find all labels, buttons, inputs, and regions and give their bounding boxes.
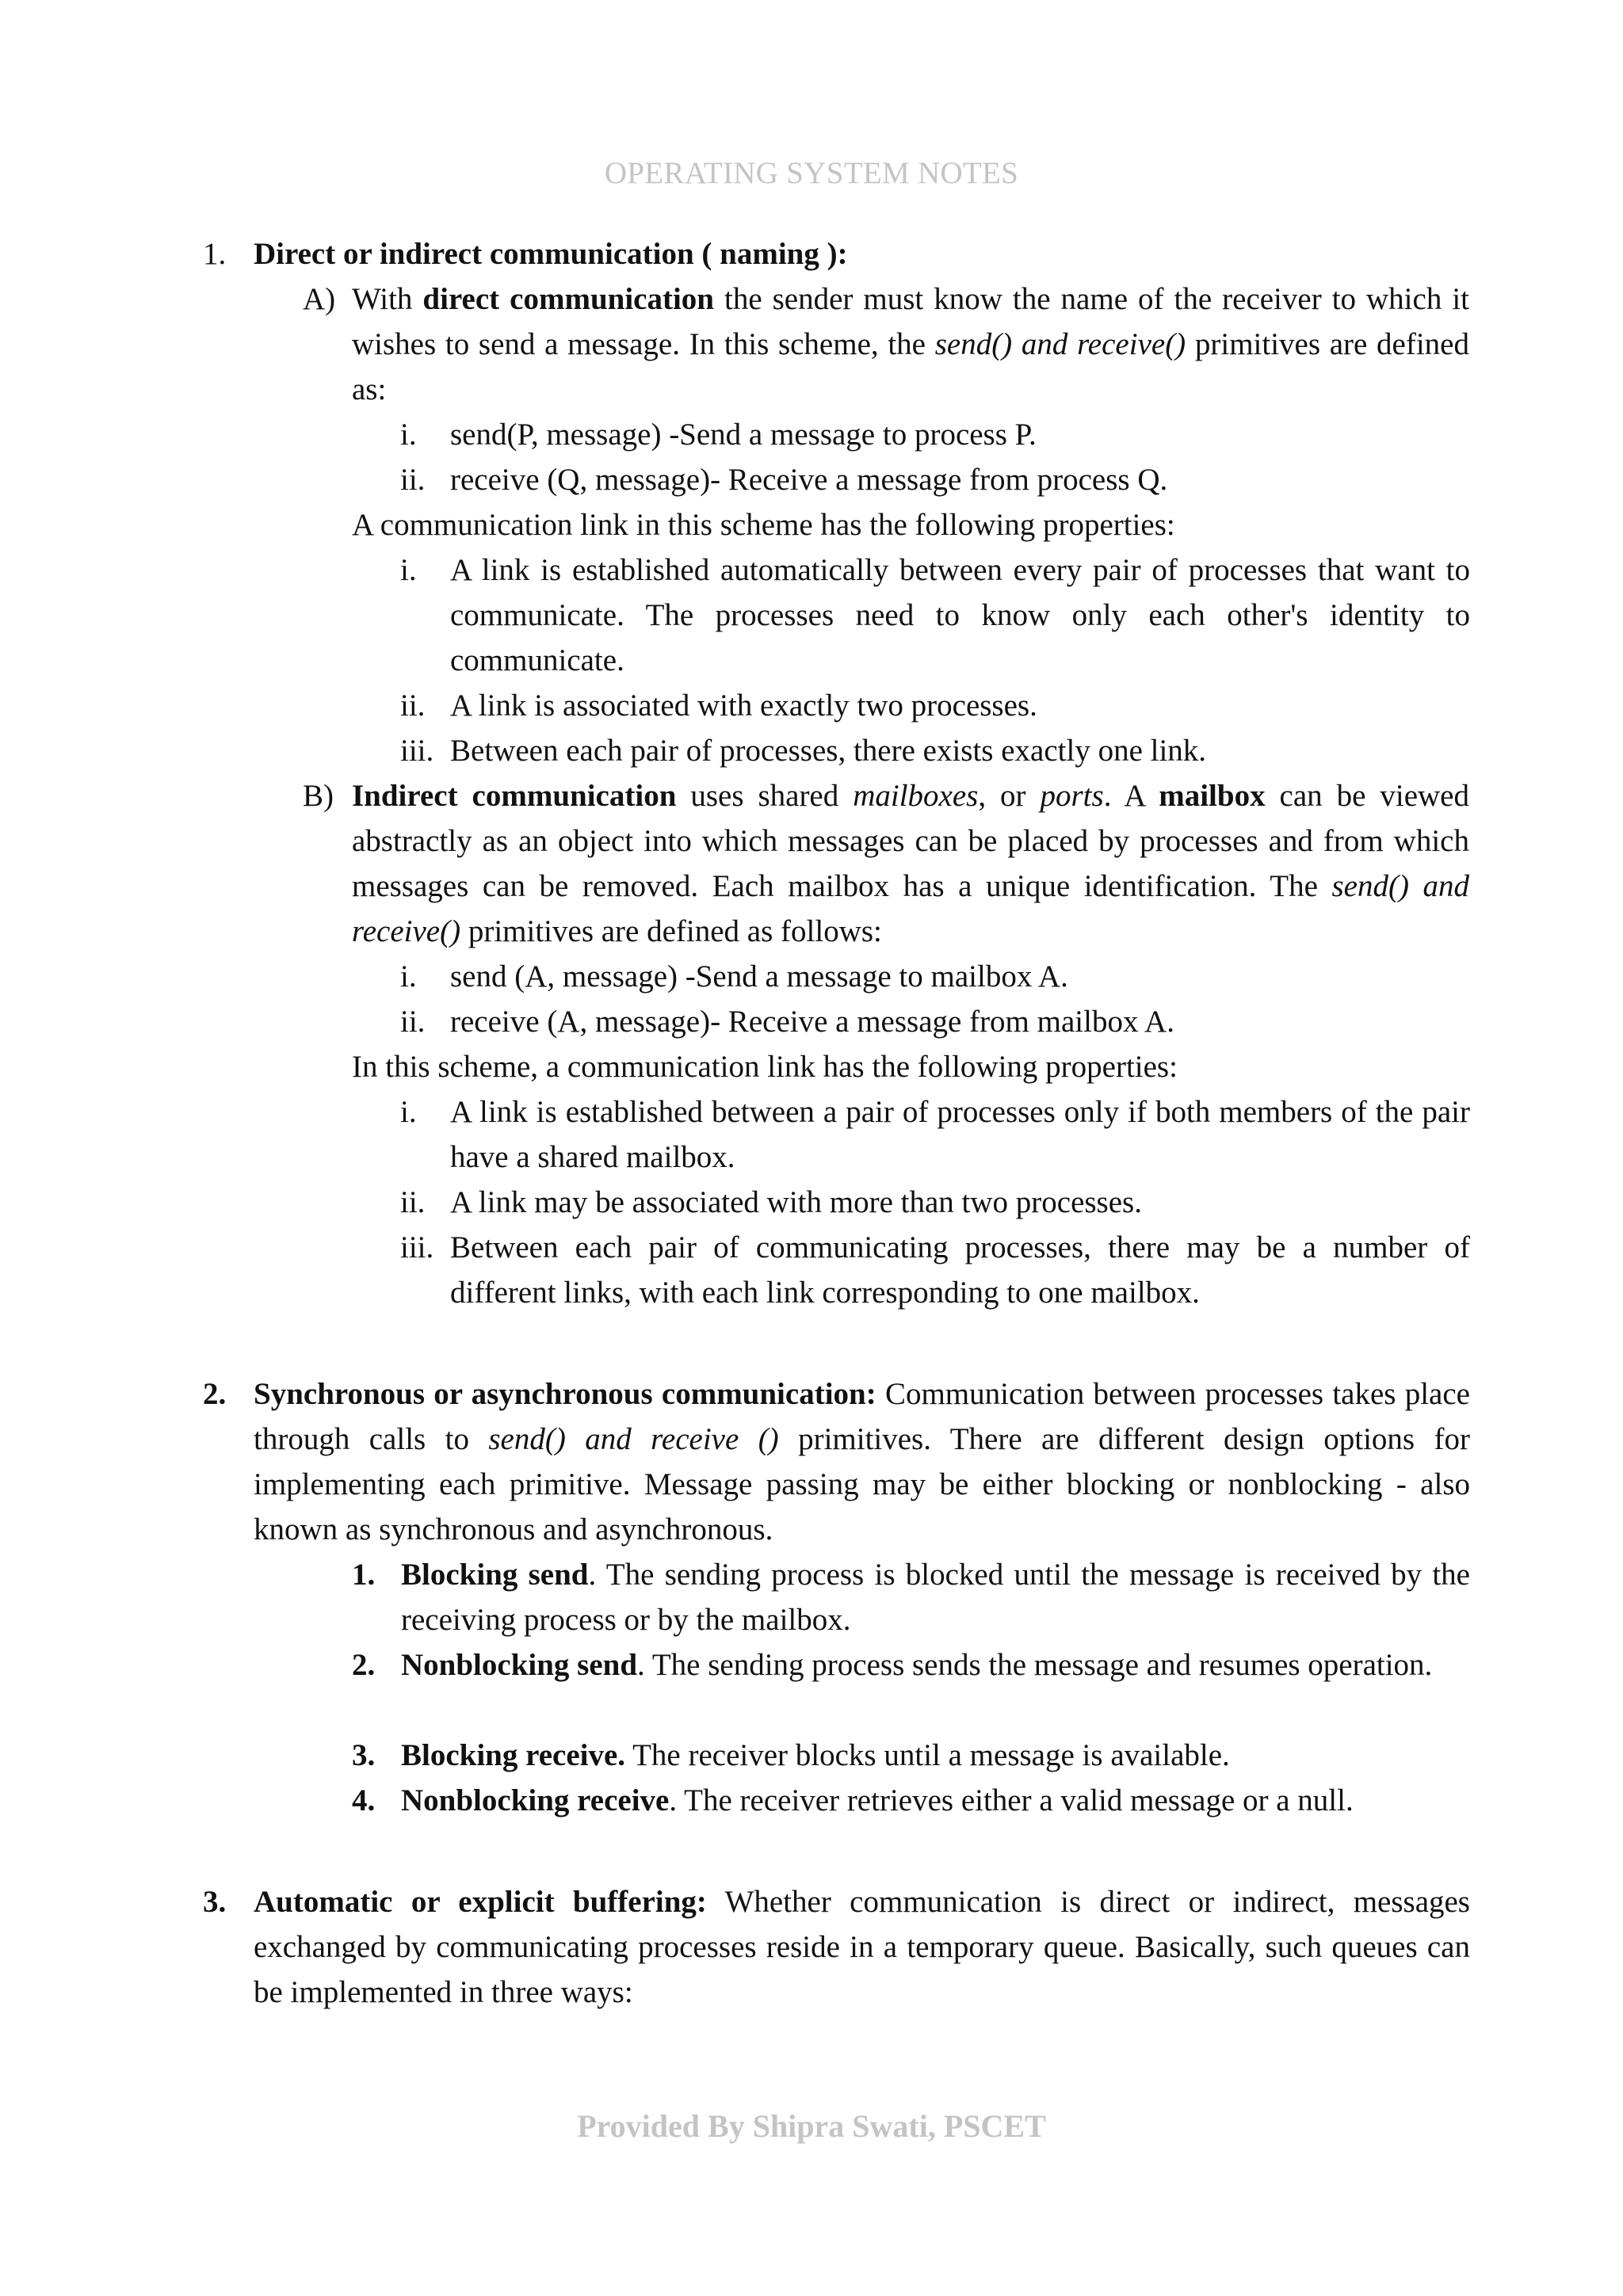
list-marker: iii. [400, 734, 434, 768]
subsection-marker: B) [303, 779, 334, 813]
list-marker: iii. [400, 1230, 434, 1264]
list-text: Nonblocking send. The sending process sends the message and resumes operation. [401, 1648, 1433, 1682]
list-text: A link is associated with exactly two processes. [450, 688, 1037, 723]
list-marker: 3. [352, 1738, 376, 1772]
subsection-marker: A) [303, 282, 336, 316]
properties-intro-text: In this scheme, a communication link has the following properties: [352, 1050, 1178, 1084]
list-text: receive (Q, message)- Receive a message from process Q. [450, 463, 1168, 497]
list-marker: i. [400, 1095, 417, 1129]
section-3-text: Automatic or explicit buffering: Whether communication is direct or indirect, messages exchanged by communicating processes reside in a temporary queue. Basically, such queues can be implemented in three ways: [254, 1885, 1470, 2009]
section-number: 1. [203, 237, 227, 271]
list-text: A link may be associated with more than two processes. [450, 1185, 1142, 1219]
list-text: Blocking send. The sending process is blocked until the message is received by the receiving process or by the mailbox. [401, 1558, 1470, 1637]
list-marker: ii. [400, 1185, 426, 1219]
list-marker: ii. [400, 1005, 426, 1039]
list-marker: 4. [352, 1783, 376, 1817]
list-marker: 1. [352, 1558, 376, 1592]
list-marker: i. [400, 959, 417, 994]
properties-intro-text: A communication link in this scheme has the following properties: [352, 508, 1175, 542]
section-2-text: Synchronous or asynchronous communication: Communication between processes takes place through calls to send() and receive () primitives. There are different design options for implementing each primitive. Message passing may be either blocking or nonblocking - also known as synchronous and asynchronous. [254, 1377, 1470, 1547]
section-number: 3. [203, 1885, 227, 1919]
list-marker: i. [400, 553, 417, 587]
list-text: Between each pair of processes, there exists exactly one link. [450, 734, 1207, 768]
subsection-b-text: Indirect communication uses shared mailboxes, or ports. A mailbox can be viewed abstractly as an object into which messages can be placed by processes and from which messages can be removed. Each mailbox has a unique identification. The send() and receive() primitives are defined as follows: [352, 779, 1469, 948]
page-header: OPERATING SYSTEM NOTES [604, 156, 1019, 190]
list-text: Between each pair of communicating processes, there may be a number of different links, with each link corresponding to one mailbox. [450, 1230, 1470, 1310]
list-text: receive (A, message)- Receive a message from mailbox A. [450, 1005, 1174, 1039]
list-text: Blocking receive. The receiver blocks until a message is available. [401, 1738, 1230, 1772]
list-marker: ii. [400, 688, 426, 723]
list-text: A link is established automatically between every pair of processes that want to communicate. The processes need to know only each other's identity to communicate. [450, 553, 1470, 677]
list-text: Nonblocking receive. The receiver retrieves either a valid message or a null. [401, 1783, 1354, 1817]
list-text: A link is established between a pair of processes only if both members of the pair have a shared mailbox. [450, 1095, 1470, 1174]
list-marker: 2. [352, 1648, 376, 1682]
list-text: send(P, message) -Send a message to process P. [450, 418, 1037, 452]
page-footer: Provided By Shipra Swati, PSCET [577, 2108, 1046, 2144]
list-marker: ii. [400, 463, 426, 497]
list-text: send (A, message) -Send a message to mailbox A. [450, 959, 1068, 994]
subsection-a-text: With direct communication the sender must know the name of the receiver to which it wishes to send a message. In this scheme, the send() and receive() primitives are defined as: [352, 282, 1470, 406]
section-title: Direct or indirect communication ( naming ): [254, 237, 848, 271]
list-marker: i. [400, 418, 417, 452]
section-number: 2. [203, 1377, 227, 1411]
